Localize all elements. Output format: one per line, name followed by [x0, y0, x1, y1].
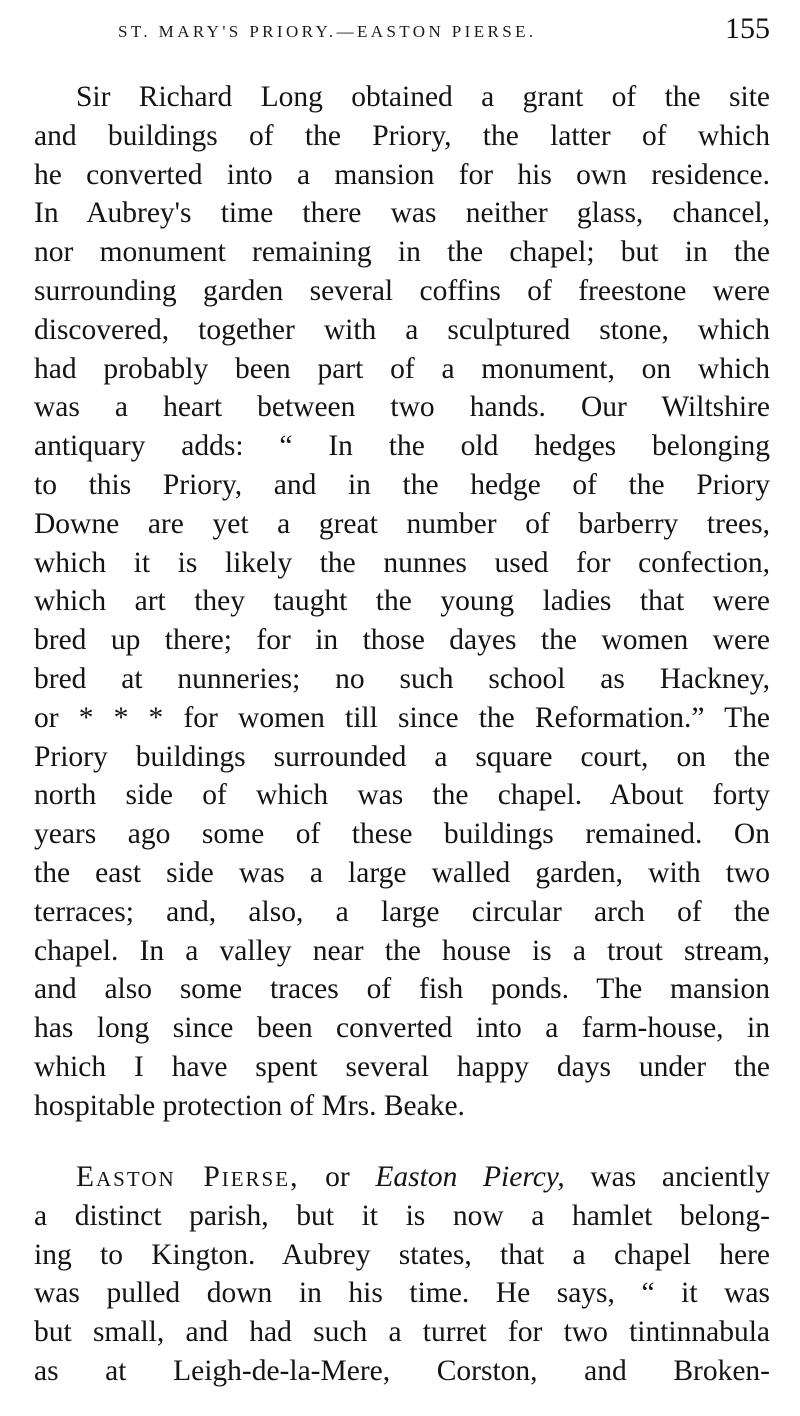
text-line: surrounding garden several coffins of freestone were: [34, 274, 770, 307]
text-line: as at Leigh-de-la-Mere, Corston, and Broken-: [34, 1354, 770, 1387]
text-line: chapel. In a valley near the house is a trout stream,: [34, 934, 770, 967]
text-line: which I have spent several happy days under the: [34, 1050, 770, 1083]
text-line: antiquary adds: “ In the old hedges belonging: [34, 430, 770, 463]
text-line: which art they taught the young ladies that were: [34, 585, 770, 618]
page-number: 155: [725, 12, 770, 45]
text-line: which it is likely the nunnes used for confection,: [34, 546, 770, 579]
text-line: Downe are yet a great number of barberry trees,: [34, 507, 770, 540]
place-name-italic: Easton Piercy,: [375, 1161, 565, 1193]
text-line: ing to Kington. Aubrey states, that a chapel here: [34, 1238, 770, 1271]
running-title: ST. MARY'S PRIORY.—EASTON PIERSE.: [118, 22, 537, 41]
text-line: nor monument remaining in the chapel; but in the: [34, 236, 770, 269]
text-line: terraces; and, also, a large circular arch of the: [34, 895, 770, 928]
paragraph-opening-line: [34, 1158, 770, 1197]
text-line: hospitable protection of Mrs. Beake.: [34, 1089, 465, 1122]
opening-line-rest: was anciently: [564, 1161, 771, 1193]
paragraph-easton-pierse: [34, 1158, 770, 1391]
text-line: he converted into a mansion for his own residence.: [34, 158, 770, 191]
text-line: In Aubrey's time there was neither glass, chancel,: [34, 197, 770, 230]
text-line: or * * * for women till since the Reformation.” The: [34, 701, 770, 734]
text-line: and buildings of the Priory, the latter of which: [34, 119, 770, 152]
text-line: a distinct parish, but it is now a hamlet belong-: [34, 1199, 770, 1232]
text-line: had probably been part of a monument, on which: [34, 352, 770, 385]
text-line: has long since been converted into a farm-house, in: [34, 1012, 770, 1045]
text-line: and also some traces of fish ponds. The mansion: [34, 973, 770, 1006]
connector-text: or: [299, 1161, 376, 1193]
text-line: years ago some of these buildings remained. On: [34, 818, 770, 851]
text-line: north side of which was the chapel. About forty: [34, 779, 770, 812]
text-line: bred at nunneries; no such school as Hackney,: [34, 662, 770, 695]
text-line: discovered, together with a sculptured stone, which: [34, 313, 770, 346]
place-name-smallcaps: Easton Pierse,: [76, 1161, 300, 1193]
text-line: the east side was a large walled garden, with two: [34, 856, 770, 889]
text-line: but small, and had such a turret for two tintinnabula: [34, 1316, 770, 1349]
text-line: bred up there; for in those dayes the women were: [34, 624, 770, 657]
text-line: Sir Richard Long obtained a grant of the site: [76, 81, 770, 113]
running-head: [118, 10, 770, 48]
text-line: to this Priory, and in the hedge of the Priory: [34, 468, 770, 501]
text-line: was a heart between two hands. Our Wiltshire: [34, 391, 770, 424]
text-line: was pulled down in his time. He says, “ it was: [34, 1277, 770, 1310]
paragraph-priory: [34, 78, 770, 1126]
text-line: Priory buildings surrounded a square court, on the: [34, 740, 770, 773]
